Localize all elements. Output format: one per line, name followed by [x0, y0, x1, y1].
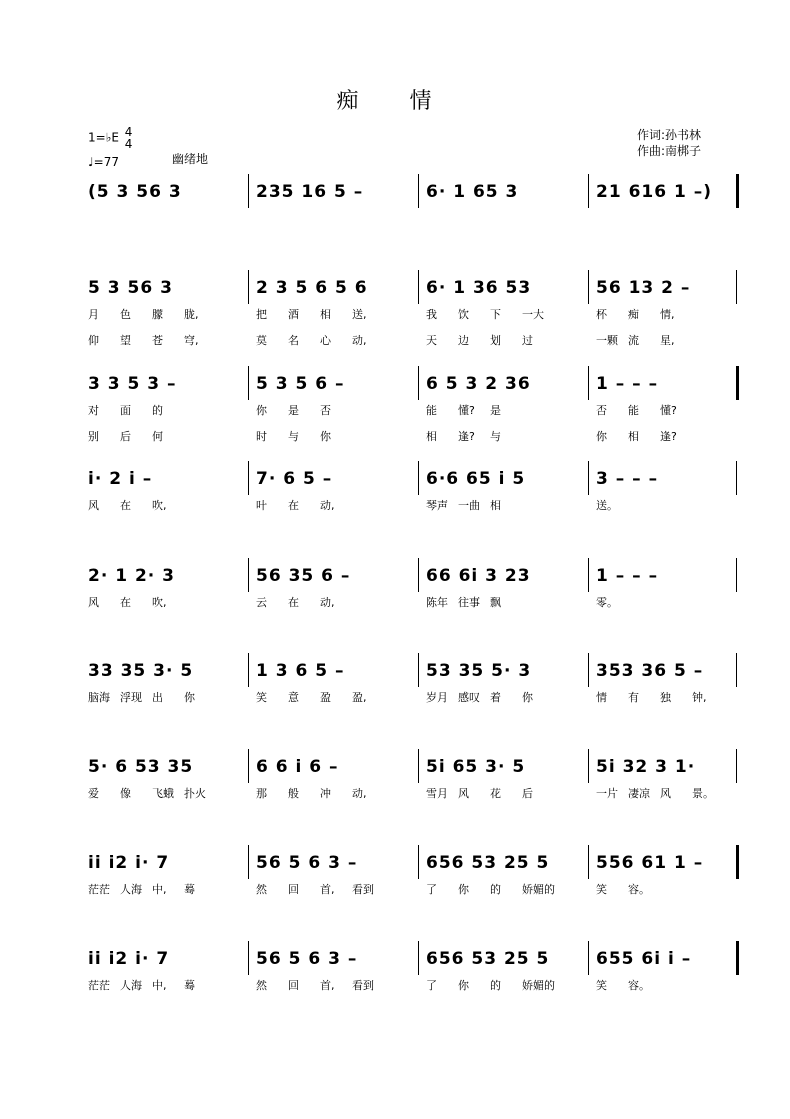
lyric-syllable: 送。: [596, 499, 618, 512]
measure: 7· 6 5 –: [256, 469, 333, 489]
lyric-syllable: 相: [628, 430, 639, 443]
composer: 作曲:南梆子: [637, 144, 702, 158]
lyric-syllable: 穹,: [184, 334, 199, 347]
bar-line: [418, 270, 419, 304]
time-top: 4: [124, 125, 133, 139]
measure: 556 61 1 –: [596, 853, 704, 873]
measure: 5· 6 53 35: [88, 757, 194, 777]
key-label: 1=♭E: [88, 130, 119, 145]
lyric-syllable: 逢?: [660, 430, 677, 443]
lyric-syllable: 蓦: [184, 883, 195, 896]
lyric-syllable: 脑海: [88, 691, 110, 704]
bar-line: [248, 461, 249, 495]
lyric-syllable: 杯: [596, 308, 607, 321]
measure: 5i 65 3· 5: [426, 757, 526, 777]
lyric-syllable: 天: [426, 334, 437, 347]
bar-line: [248, 845, 249, 879]
lyric-syllable: 过: [522, 334, 533, 347]
lyric-syllable: 飘: [490, 596, 501, 609]
lyric-syllable: 浮现: [120, 691, 142, 704]
lyric-syllable: 我: [426, 308, 437, 321]
measure: 56 35 6 –: [256, 566, 351, 586]
measure: 3 3 5 3 –: [88, 374, 177, 394]
lyric-syllable: 你: [256, 404, 267, 417]
lyric-syllable: 独: [660, 691, 671, 704]
bar-line: [248, 941, 249, 975]
lyric-syllable: 逢?: [458, 430, 475, 443]
lyric-syllable: 一颗: [596, 334, 618, 347]
lyric-syllable: 下: [490, 308, 501, 321]
lyric-syllable: 中,: [152, 979, 167, 992]
measure: 655 6i i –: [596, 949, 692, 969]
notes-line: [82, 659, 744, 683]
lyric-syllable: 酒: [288, 308, 299, 321]
lyric-syllable: 零。: [596, 596, 618, 609]
lyric-syllable: 岁月: [426, 691, 448, 704]
bar-line: [588, 941, 589, 975]
lyric-syllable: 云: [256, 596, 267, 609]
lyric-syllable: 一大: [522, 308, 544, 321]
lyric-syllable: 你: [458, 979, 469, 992]
lyric-syllable: 吹,: [152, 499, 167, 512]
bar-line: [248, 366, 249, 400]
measure: ii i2 i· 7: [88, 853, 170, 873]
bar-line: [248, 558, 249, 592]
time-signature: [125, 126, 133, 150]
lyric-syllable: 在: [120, 596, 131, 609]
lyric-syllable: 名: [288, 334, 299, 347]
lyric-syllable: 何: [152, 430, 163, 443]
measure: 656 53 25 5: [426, 853, 550, 873]
key-signature: [88, 126, 132, 150]
lyric-syllable: 盈: [320, 691, 331, 704]
lyric-syllable: 后: [120, 430, 131, 443]
lyric-syllable: 笑: [596, 979, 607, 992]
lyric-syllable: 能: [628, 404, 639, 417]
lyric-syllable: 别: [88, 430, 99, 443]
bar-line: [248, 174, 249, 208]
bar-line: [418, 749, 419, 783]
measure: 235 16 5 –: [256, 182, 364, 202]
lyric-syllable: 般: [288, 787, 299, 800]
lyric-syllable: 胧,: [184, 308, 199, 321]
measure: 1 – – –: [596, 374, 659, 394]
lyric-syllable: 琴声: [426, 499, 448, 512]
time-bottom: 4: [124, 137, 133, 151]
lyric-syllable: 首,: [320, 979, 335, 992]
lyric-syllable: 了: [426, 883, 437, 896]
lyric-syllable: 爱: [88, 787, 99, 800]
bar-line: [736, 558, 737, 592]
lyric-syllable: 情,: [660, 308, 675, 321]
notes-line: [82, 947, 744, 971]
lyric-syllable: 与: [490, 430, 501, 443]
lyric-syllable: 否: [596, 404, 607, 417]
bar-line: [736, 845, 739, 879]
bar-line: [418, 845, 419, 879]
lyric-syllable: 痴: [628, 308, 639, 321]
bar-line: [736, 270, 737, 304]
measure: 66 6i 3 23: [426, 566, 531, 586]
lyric-syllable: 情: [596, 691, 607, 704]
lyric-syllable: 然: [256, 979, 267, 992]
lyric-syllable: 笑: [596, 883, 607, 896]
lyric-syllable: 与: [288, 430, 299, 443]
bar-line: [736, 653, 737, 687]
bar-line: [588, 366, 589, 400]
lyric-syllable: 笑: [256, 691, 267, 704]
lyric-syllable: 娇媚的: [522, 979, 555, 992]
measure: 6·6 65 i 5: [426, 469, 526, 489]
lyric-syllable: 送,: [352, 308, 367, 321]
lyric-syllable: 像: [120, 787, 131, 800]
bar-line: [248, 749, 249, 783]
lyric-syllable: 在: [120, 499, 131, 512]
lyric-syllable: 时: [256, 430, 267, 443]
measure: 1 – – –: [596, 566, 659, 586]
lyric-syllable: 懂?: [458, 404, 475, 417]
lyric-syllable: 娇媚的: [522, 883, 555, 896]
bar-line: [588, 749, 589, 783]
lyric-syllable: 回: [288, 883, 299, 896]
lyric-syllable: 钟,: [692, 691, 707, 704]
lyric-syllable: 饮: [458, 308, 469, 321]
lyric-syllable: 朦: [152, 308, 163, 321]
bar-line: [736, 461, 737, 495]
lyric-syllable: 星,: [660, 334, 675, 347]
notes-line: [82, 276, 744, 300]
lyric-syllable: 然: [256, 883, 267, 896]
lyric-syllable: 否: [320, 404, 331, 417]
bar-line: [588, 653, 589, 687]
measure: 5 3 5 6 –: [256, 374, 345, 394]
bar-line: [418, 461, 419, 495]
measure: 56 5 6 3 –: [256, 853, 358, 873]
lyric-syllable: 风: [88, 499, 99, 512]
bar-line: [418, 941, 419, 975]
lyric-syllable: 是: [490, 404, 501, 417]
lyric-syllable: 首,: [320, 883, 335, 896]
bar-line: [736, 941, 739, 975]
lyric-syllable: 意: [288, 691, 299, 704]
lyric-syllable: 莫: [256, 334, 267, 347]
lyric-syllable: 把: [256, 308, 267, 321]
notes-line: [82, 180, 744, 204]
lyric-syllable: 中,: [152, 883, 167, 896]
bar-line: [418, 174, 419, 208]
lyric-syllable: 动,: [352, 334, 367, 347]
measure: 56 13 2 –: [596, 278, 691, 298]
lyric-syllable: 你: [458, 883, 469, 896]
lyric-syllable: 凄凉: [628, 787, 650, 800]
lyric-syllable: 风: [660, 787, 671, 800]
lyric-syllable: 人海: [120, 979, 142, 992]
measure: (5 3 56 3: [88, 182, 182, 202]
measure: 6· 1 36 53: [426, 278, 532, 298]
lyric-syllable: 看到: [352, 979, 374, 992]
lyric-syllable: 是: [288, 404, 299, 417]
lyric-syllable: 流: [628, 334, 639, 347]
bar-line: [588, 174, 589, 208]
lyric-syllable: 能: [426, 404, 437, 417]
lyric-syllable: 后: [522, 787, 533, 800]
lyric-syllable: 陈年: [426, 596, 448, 609]
bar-line: [248, 653, 249, 687]
lyric-syllable: 茫茫: [88, 979, 110, 992]
lyric-syllable: 雪月: [426, 787, 448, 800]
lyricist: 作词:孙书林: [637, 128, 702, 142]
lyric-syllable: 动,: [320, 499, 335, 512]
lyric-syllable: 风: [88, 596, 99, 609]
measure: ii i2 i· 7: [88, 949, 170, 969]
notes-line: [82, 851, 744, 875]
measure: 2 3 5 6 5 6: [256, 278, 368, 298]
lyric-syllable: 你: [184, 691, 195, 704]
song-title: 痴 情: [336, 89, 454, 114]
measure: i· 2 i –: [88, 469, 153, 489]
lyric-syllable: 往事: [458, 596, 480, 609]
lyric-syllable: 茫茫: [88, 883, 110, 896]
bar-line: [736, 749, 737, 783]
lyric-syllable: 一曲: [458, 499, 480, 512]
lyric-syllable: 面: [120, 404, 131, 417]
lyric-syllable: 动,: [320, 596, 335, 609]
measure: 6· 1 65 3: [426, 182, 519, 202]
lyric-syllable: 月: [88, 308, 99, 321]
lyric-syllable: 看到: [352, 883, 374, 896]
lyric-syllable: 相: [320, 308, 331, 321]
lyric-syllable: 你: [522, 691, 533, 704]
lyric-syllable: 景。: [692, 787, 714, 800]
bar-line: [588, 270, 589, 304]
bar-line: [418, 558, 419, 592]
credits: [637, 127, 701, 159]
measure: 2· 1 2· 3: [88, 566, 175, 586]
measure: 6 5 3 2 36: [426, 374, 531, 394]
notes-line: [82, 564, 744, 588]
lyric-syllable: 在: [288, 596, 299, 609]
measure: 656 53 25 5: [426, 949, 550, 969]
lyric-syllable: 有: [628, 691, 639, 704]
measure: 1 3 6 5 –: [256, 661, 345, 681]
bar-line: [248, 270, 249, 304]
lyric-syllable: 吹,: [152, 596, 167, 609]
lyric-syllable: 的: [152, 404, 163, 417]
lyric-syllable: 边: [458, 334, 469, 347]
lyric-syllable: 你: [320, 430, 331, 443]
lyric-syllable: 冲: [320, 787, 331, 800]
lyric-syllable: 望: [120, 334, 131, 347]
lyric-syllable: 那: [256, 787, 267, 800]
lyric-syllable: 动,: [352, 787, 367, 800]
lyric-syllable: 对: [88, 404, 99, 417]
lyric-syllable: 着: [490, 691, 501, 704]
bar-line: [588, 558, 589, 592]
mood-mark: 幽绪地: [172, 152, 209, 166]
lyric-syllable: 的: [490, 883, 501, 896]
lyric-syllable: 在: [288, 499, 299, 512]
lyric-syllable: 划: [490, 334, 501, 347]
bar-line: [588, 845, 589, 879]
lyric-syllable: 感叹: [458, 691, 480, 704]
measure: 353 36 5 –: [596, 661, 704, 681]
notes-line: [82, 755, 744, 779]
lyric-syllable: 色: [120, 308, 131, 321]
lyric-syllable: 相: [426, 430, 437, 443]
lyric-syllable: 了: [426, 979, 437, 992]
lyric-syllable: 容。: [628, 883, 650, 896]
lyric-syllable: 你: [596, 430, 607, 443]
measure: 53 35 5· 3: [426, 661, 532, 681]
lyric-syllable: 回: [288, 979, 299, 992]
lyric-syllable: 一片: [596, 787, 618, 800]
lyric-syllable: 风: [458, 787, 469, 800]
lyric-syllable: 懂?: [660, 404, 677, 417]
lyric-syllable: 扑火: [184, 787, 206, 800]
measure: 6 6 i 6 –: [256, 757, 339, 777]
lyric-syllable: 人海: [120, 883, 142, 896]
bar-line: [736, 366, 739, 400]
lyric-syllable: 相: [490, 499, 501, 512]
lyric-syllable: 蓦: [184, 979, 195, 992]
measure: 33 35 3· 5: [88, 661, 194, 681]
measure: 56 5 6 3 –: [256, 949, 358, 969]
bar-line: [588, 461, 589, 495]
lyric-syllable: 盈,: [352, 691, 367, 704]
bar-line: [418, 366, 419, 400]
measure: 3 – – –: [596, 469, 659, 489]
notes-line: [82, 372, 744, 396]
lyric-syllable: 心: [320, 334, 331, 347]
lyric-syllable: 仰: [88, 334, 99, 347]
tempo-mark: ♩=77: [88, 155, 119, 169]
measure: 5i 32 3 1·: [596, 757, 696, 777]
lyric-syllable: 的: [490, 979, 501, 992]
lyric-syllable: 容。: [628, 979, 650, 992]
lyric-syllable: 飞蛾: [152, 787, 174, 800]
lyric-syllable: 出: [152, 691, 163, 704]
lyric-syllable: 叶: [256, 499, 267, 512]
measure: 21 616 1 –): [596, 182, 712, 202]
lyric-syllable: 苍: [152, 334, 163, 347]
bar-line: [418, 653, 419, 687]
bar-line: [736, 174, 739, 208]
notes-line: [82, 467, 744, 491]
measure: 5 3 56 3: [88, 278, 173, 298]
lyric-syllable: 花: [490, 787, 501, 800]
